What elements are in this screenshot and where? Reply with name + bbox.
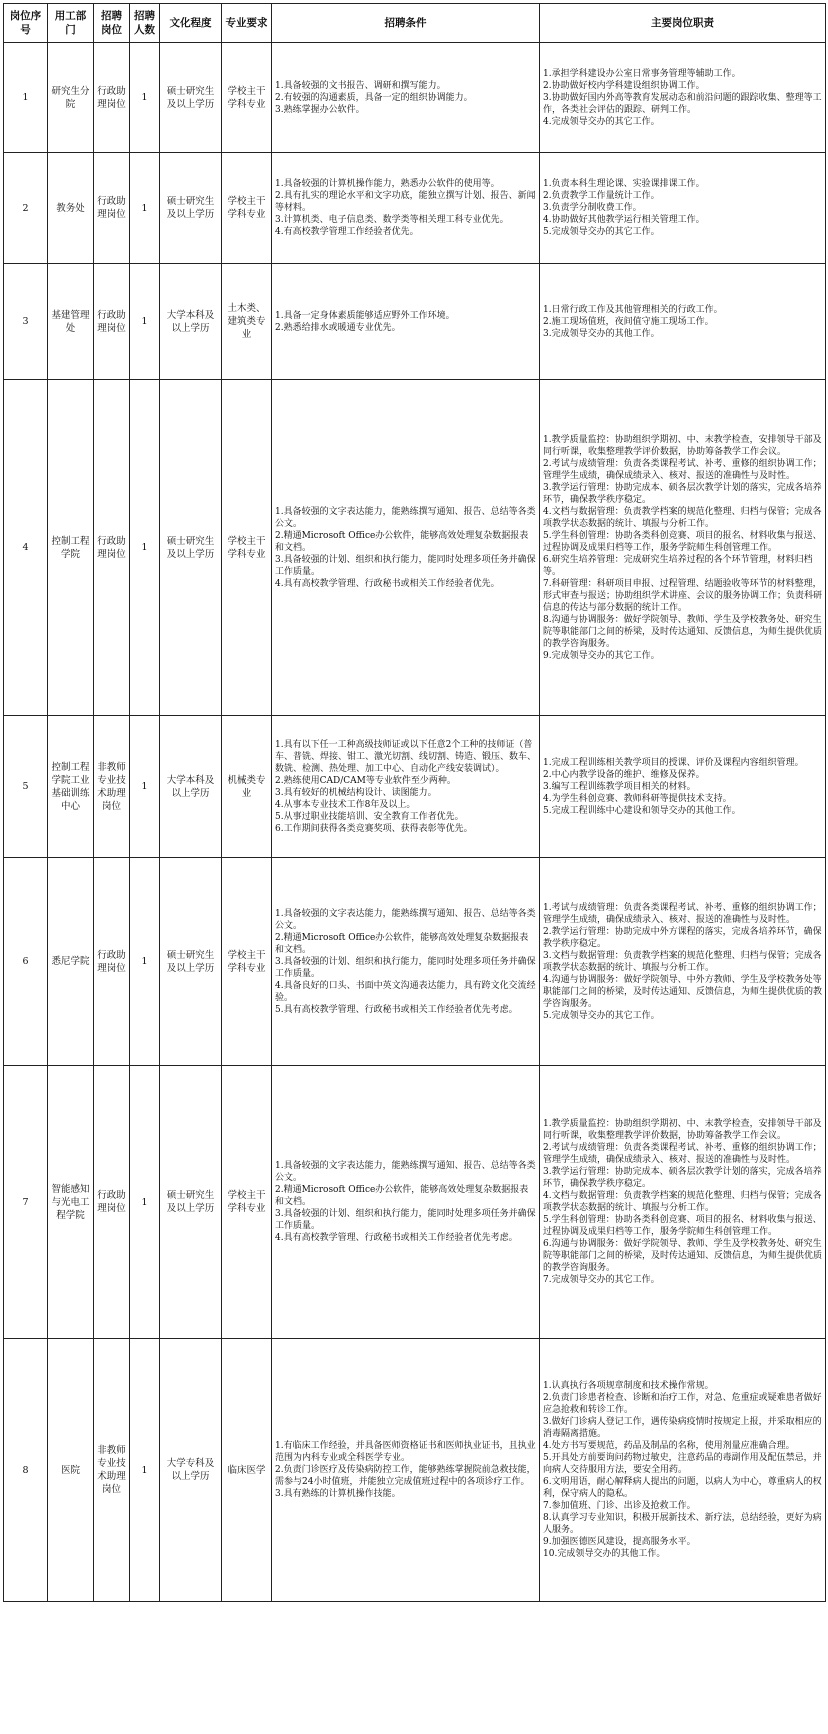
major-cell: 学校主干学科专业 bbox=[222, 1066, 272, 1339]
conditions-cell-list bbox=[275, 80, 536, 116]
list-item: 1.具备较强的文字表达能力，能熟练撰写通知、报告、总结等各类公文。 bbox=[275, 506, 536, 529]
header-cell-duties: 主要岗位职责 bbox=[540, 4, 826, 43]
header-cell-position: 招聘岗位 bbox=[94, 4, 130, 43]
list-item: 4.文档与数据管理：负责教学档案的规范化整理、归档与保管；完成各项教学状态数据的统计、填报与分析工作。 bbox=[543, 506, 822, 529]
list-item: 4.处方书写要规范，药品及制品的名称，使用剂量应准确合理。 bbox=[543, 1441, 795, 1451]
list-item: 2.考试与成绩管理：负责各类课程考试、补考、重修的组织协调工作；管理学生成绩，确保成绩录入、核对、报送的准确性与及时性。 bbox=[543, 458, 822, 481]
conditions-cell bbox=[272, 153, 540, 264]
list-item: 3.具有较好的机械结构设计、读图能力。 bbox=[275, 787, 437, 798]
conditions-cell-list bbox=[275, 506, 536, 590]
list-item: 3.具备较强的计划、组织和执行能力，能同时处理多项任务并确保工作质量。 bbox=[275, 1209, 536, 1231]
list-item: 2.协助做好校内学科建设组织协调工作。 bbox=[543, 80, 705, 91]
list-item: 3.具有熟练的计算机操作技能。 bbox=[275, 1489, 401, 1499]
table-row bbox=[4, 1066, 826, 1339]
table-row bbox=[4, 716, 826, 858]
position-cell: 行政助理岗位 bbox=[94, 153, 130, 264]
list-item: 2.精通Microsoft Office办公软件，能够高效处理复杂数据报表和文档。 bbox=[275, 932, 529, 955]
list-item: 1.具备较强的文字表达能力，能熟练撰写通知、报告、总结等各类公文。 bbox=[275, 1161, 536, 1183]
headcount-cell: 1 bbox=[130, 380, 160, 716]
duties-cell-list bbox=[543, 757, 822, 817]
position-cell: 非教师专业技术助理岗位 bbox=[94, 1339, 130, 1602]
duties-cell bbox=[540, 380, 826, 716]
conditions-cell-list bbox=[275, 178, 536, 238]
headcount-cell: 1 bbox=[130, 153, 160, 264]
list-item: 10.完成领导交办的其他工作。 bbox=[543, 1549, 666, 1559]
table-row bbox=[4, 1339, 826, 1602]
education-cell: 硕士研究生及以上学历 bbox=[160, 858, 222, 1066]
list-item: 8.沟通与协调服务：做好学院领导、教师、学生及学校教务处、研究生院等职能部门之间的桥梁，及时传达通知、反馈信息，为师生提供优质的教学咨询服务。 bbox=[543, 614, 823, 649]
position-no-cell: 1 bbox=[4, 43, 48, 153]
major-cell: 学校主干学科专业 bbox=[222, 153, 272, 264]
conditions-cell bbox=[272, 264, 540, 380]
department-cell: 悉尼学院 bbox=[48, 858, 94, 1066]
header-cell-count: 招聘人数 bbox=[130, 4, 160, 43]
conditions-cell-list bbox=[275, 1160, 536, 1244]
duties-cell bbox=[540, 264, 826, 380]
education-cell: 硕士研究生及以上学历 bbox=[160, 1066, 222, 1339]
department-cell: 研究生分院 bbox=[48, 43, 94, 153]
list-item: 1.承担学科建设办公室日常事务管理等辅助工作。 bbox=[543, 68, 741, 79]
list-item: 4.具有高校教学管理、行政秘书或相关工作经验者优先考虑。 bbox=[275, 1233, 518, 1243]
list-item: 2.考试与成绩管理：负责各类课程考试、补考、重修的组织协调工作；管理学生成绩，确保成绩录入、核对、报送的准确性与及时性。 bbox=[543, 1143, 822, 1165]
table-header bbox=[4, 4, 826, 43]
headcount-cell: 1 bbox=[130, 1339, 160, 1602]
duties-cell bbox=[540, 858, 826, 1066]
headcount-cell: 1 bbox=[130, 264, 160, 380]
position-no-cell: 2 bbox=[4, 153, 48, 264]
position-no-cell: 5 bbox=[4, 716, 48, 858]
list-item: 3.协助做好国内外高等教育发展动态和前沿问题的跟踪收集、整理等工作，各类社会评估的跟踪、研判工作。 bbox=[543, 92, 822, 115]
list-item: 4.沟通与协调服务：做好学院领导、中外方教师、学生及学校教务处等职能部门之间的桥梁，及时传达通知、反馈信息，为师生提供优质的教学咨询服务。 bbox=[543, 974, 823, 1009]
duties-cell-list bbox=[543, 1380, 822, 1560]
table-row bbox=[4, 380, 826, 716]
headcount-cell: 1 bbox=[130, 1066, 160, 1339]
position-no-cell: 8 bbox=[4, 1339, 48, 1602]
list-item: 2.熟悉给排水或暖通专业优先。 bbox=[275, 322, 401, 333]
list-item: 1.完成工程训练相关教学项目的授课、评价及课程内容组织管理。 bbox=[543, 757, 804, 768]
list-item: 2.负责门诊医疗及传染病防控工作，能够熟练掌握院前急救技能，需参与24小时值班，并能独立完成值班过程中的各项诊疗工作。 bbox=[275, 1465, 536, 1487]
conditions-cell bbox=[272, 858, 540, 1066]
position-no-cell: 7 bbox=[4, 1066, 48, 1339]
duties-cell-list bbox=[543, 1118, 822, 1286]
department-cell: 智能感知与光电工程学院 bbox=[48, 1066, 94, 1339]
list-item: 3.计算机类、电子信息类、数学类等相关理工科专业优先。 bbox=[275, 215, 509, 225]
list-item: 2.负责门诊患者检查、诊断和治疗工作，对急、危重症或疑难患者做好应急抢救和转诊工作。 bbox=[543, 1393, 822, 1415]
list-item: 5.开具处方前要询问药物过敏史，注意药品的毒副作用及配伍禁忌，并向病人交待服用方法，要安全用药。 bbox=[543, 1453, 822, 1475]
list-item: 5.学生科创管理：协助各类科创竞赛、项目的报名、材料收集与报送、过程协调及成果归档等工作，服务学院师生科创管理工作。 bbox=[543, 530, 822, 553]
conditions-cell-list bbox=[275, 1440, 536, 1500]
position-cell: 行政助理岗位 bbox=[94, 858, 130, 1066]
education-cell: 硕士研究生及以上学历 bbox=[160, 43, 222, 153]
position-cell: 行政助理岗位 bbox=[94, 264, 130, 380]
list-item: 3.教学运行管理：协助完成本、硕各层次教学计划的落实，完成各培养环节，确保教学秩序稳定。 bbox=[543, 482, 822, 505]
department-cell: 基建管理处 bbox=[48, 264, 94, 380]
headcount-cell: 1 bbox=[130, 858, 160, 1066]
list-item: 6.文明用语，耐心解释病人提出的问题，以病人为中心，尊重病人的权利，保守病人的隐私。 bbox=[543, 1477, 822, 1499]
table-body bbox=[4, 43, 826, 1602]
duties-cell-list bbox=[543, 68, 822, 128]
conditions-cell bbox=[272, 43, 540, 153]
conditions-cell bbox=[272, 1339, 540, 1602]
list-item: 3.教学运行管理：协助完成本、硕各层次教学计划的落实，完成各培养环节，确保教学秩序稳定。 bbox=[543, 1167, 822, 1189]
education-cell: 大学本科及以上学历 bbox=[160, 264, 222, 380]
list-item: 6.研究生培养管理：完成研究生培养过程的各个环节管理，材料归档等。 bbox=[543, 554, 813, 577]
table-row bbox=[4, 858, 826, 1066]
list-item: 3.熟练掌握办公软件。 bbox=[275, 104, 365, 115]
table-row bbox=[4, 43, 826, 153]
duties-cell bbox=[540, 1339, 826, 1602]
list-item: 1.具备较强的文字表达能力，能熟练撰写通知、报告、总结等各类公文。 bbox=[275, 908, 536, 931]
list-item: 6.沟通与协调服务：做好学院领导、教师、学生及学校教务处、研究生院等职能部门之间的桥梁，及时传达通知、反馈信息，为师生提供优质的教学咨询服务。 bbox=[543, 1239, 823, 1273]
list-item: 1.认真执行各项规章制度和技术操作常规。 bbox=[543, 1381, 714, 1391]
position-cell: 行政助理岗位 bbox=[94, 1066, 130, 1339]
conditions-cell-list bbox=[275, 739, 536, 835]
education-cell: 大学本科及以上学历 bbox=[160, 716, 222, 858]
duties-cell bbox=[540, 716, 826, 858]
duties-cell-list bbox=[543, 902, 822, 1022]
list-item: 1.具备一定身体素质能够适应野外工作环境。 bbox=[275, 310, 455, 321]
position-cell: 行政助理岗位 bbox=[94, 43, 130, 153]
header-row bbox=[4, 4, 826, 43]
department-cell: 控制工程学院 bbox=[48, 380, 94, 716]
duties-cell bbox=[540, 1066, 826, 1339]
header-cell-conditions: 招聘条件 bbox=[272, 4, 540, 43]
table-row bbox=[4, 153, 826, 264]
list-item: 4.从事本专业技术工作8年及以上。 bbox=[275, 799, 416, 810]
list-item: 4.具有高校教学管理、行政秘书或相关工作经验者优先。 bbox=[275, 578, 500, 589]
major-cell: 学校主干学科专业 bbox=[222, 380, 272, 716]
duties-cell bbox=[540, 43, 826, 153]
list-item: 3.具备较强的计划、组织和执行能力，能同时处理多项任务并确保工作质量。 bbox=[275, 554, 536, 577]
conditions-cell bbox=[272, 1066, 540, 1339]
list-item: 2.负责教学工作量统计工作。 bbox=[543, 191, 660, 201]
list-item: 2.精通Microsoft Office办公软件，能够高效处理复杂数据报表和文档。 bbox=[275, 530, 529, 553]
list-item: 2.中心内教学设备的维护、维修及保养。 bbox=[543, 769, 705, 780]
duties-cell-list bbox=[543, 178, 822, 238]
conditions-cell-list bbox=[275, 908, 536, 1016]
education-cell: 硕士研究生及以上学历 bbox=[160, 153, 222, 264]
header-cell-no: 岗位序号 bbox=[4, 4, 48, 43]
list-item: 7.参加值班、门诊、出诊及抢救工作。 bbox=[543, 1501, 696, 1511]
headcount-cell: 1 bbox=[130, 43, 160, 153]
position-no-cell: 4 bbox=[4, 380, 48, 716]
list-item: 1.具备较强的文书报告、调研和撰写能力。 bbox=[275, 80, 446, 91]
department-cell: 教务处 bbox=[48, 153, 94, 264]
list-item: 1.日常行政工作及其他管理相关的行政工作。 bbox=[543, 304, 723, 315]
list-item: 4.完成领导交办的其它工作。 bbox=[543, 116, 660, 127]
list-item: 1.考试与成绩管理：负责各类课程考试、补考、重修的组织协调工作；管理学生成绩，确保成绩录入、核对、报送的准确性与及时性。 bbox=[543, 902, 822, 925]
major-cell: 学校主干学科专业 bbox=[222, 858, 272, 1066]
department-cell: 医院 bbox=[48, 1339, 94, 1602]
major-cell: 土木类、建筑类专业 bbox=[222, 264, 272, 380]
list-item: 6.工作期间获得各类竞赛奖项、获得表彰等优先。 bbox=[275, 823, 473, 834]
position-no-cell: 6 bbox=[4, 858, 48, 1066]
list-item: 5.具有高校教学管理、行政秘书或相关工作经验者优先考虑。 bbox=[275, 1004, 518, 1015]
list-item: 2.熟练使用CAD/CAM等专业软件至少两种。 bbox=[275, 775, 456, 786]
major-cell: 机械类专业 bbox=[222, 716, 272, 858]
list-item: 9.完成领导交办的其它工作。 bbox=[543, 650, 660, 661]
list-item: 2.教学运行管理：协助完成中外方课程的落实，完成各培养环节，确保教学秩序稳定。 bbox=[543, 926, 822, 949]
list-item: 3.文档与数据管理：负责教学档案的规范化整理、归档与保管；完成各项教学状态数据的统计、填报与分析工作。 bbox=[543, 950, 822, 973]
list-item: 1.负责本科生理论课、实验课排课工作。 bbox=[543, 179, 705, 189]
list-item: 9.加强医德医风建设，提高服务水平。 bbox=[543, 1537, 696, 1547]
major-cell: 临床医学 bbox=[222, 1339, 272, 1602]
list-item: 5.完成领导交办的其它工作。 bbox=[543, 1010, 660, 1021]
list-item: 1.有临床工作经验，并具备医师资格证书和医师执业证书，且执业范围为内科专业或全科医学专业。 bbox=[275, 1441, 536, 1463]
list-item: 2.有较强的沟通素质，具备一定的组织协调能力。 bbox=[275, 92, 473, 103]
header-cell-education: 文化程度 bbox=[160, 4, 222, 43]
list-item: 5.完成工程训练中心建设和领导交办的其他工作。 bbox=[543, 805, 741, 816]
conditions-cell bbox=[272, 716, 540, 858]
conditions-cell bbox=[272, 380, 540, 716]
list-item: 4.文档与数据管理：负责教学档案的规范化整理、归档与保管；完成各项教学状态数据的统计、填报与分析工作。 bbox=[543, 1191, 822, 1213]
list-item: 4.具备良好的口头、书面中英文沟通表达能力，具有跨文化交流经验。 bbox=[275, 980, 536, 1003]
duties-cell-list bbox=[543, 434, 822, 662]
education-cell: 大学专科及以上学历 bbox=[160, 1339, 222, 1602]
list-item: 2.施工现场值班，夜间值守施工现场工作。 bbox=[543, 316, 714, 327]
list-item: 1.教学质量监控：协助组织学期初、中、末教学检查，安排领导干部及同行听课，收集整理教学评价数据，协助筹备教学工作会议。 bbox=[543, 1119, 822, 1141]
conditions-cell-list bbox=[275, 310, 536, 334]
position-cell: 非教师专业技术助理岗位 bbox=[94, 716, 130, 858]
position-cell: 行政助理岗位 bbox=[94, 380, 130, 716]
list-item: 5.学生科创管理：协助各类科创竞赛、项目的报名、材料收集与报送、过程协调及成果归档等工作，服务学院师生科创管理工作。 bbox=[543, 1215, 822, 1237]
list-item: 1.教学质量监控：协助组织学期初、中、末教学检查，安排领导干部及同行听课，收集整理教学评价数据，协助筹备教学工作会议。 bbox=[543, 434, 822, 457]
list-item: 5.从事过职业技能培训、安全教育工作者优先。 bbox=[275, 811, 464, 822]
list-item: 3.具备较强的计划、组织和执行能力，能同时处理多项任务并确保工作质量。 bbox=[275, 956, 536, 979]
list-item: 3.负责学分制收费工作。 bbox=[543, 203, 642, 213]
list-item: 4.有高校教学管理工作经验者优先。 bbox=[275, 227, 419, 237]
header-cell-major: 专业要求 bbox=[222, 4, 272, 43]
list-item: 7.科研管理：科研项目申报、过程管理、结题验收等环节的材料整理，形式审查与报送；协助组织学术讲座、会议的服务协调工作；负责科研信息的传达与部分数据的统计工作。 bbox=[543, 578, 823, 613]
list-item: 8.认真学习专业知识，积极开展新技术、新疗法，总结经验，更好为病人服务。 bbox=[543, 1513, 822, 1535]
position-no-cell: 3 bbox=[4, 264, 48, 380]
list-item: 3.完成领导交办的其他工作。 bbox=[543, 328, 660, 339]
duties-cell bbox=[540, 153, 826, 264]
list-item: 4.协助做好其他教学运行相关管理工作。 bbox=[543, 215, 705, 225]
duties-cell-list bbox=[543, 304, 822, 340]
education-cell: 硕士研究生及以上学历 bbox=[160, 380, 222, 716]
list-item: 3.编写工程训练教学项目相关的材料。 bbox=[543, 781, 696, 792]
list-item: 4.为学生科创竞赛、教师科研等提供技术支持。 bbox=[543, 793, 732, 804]
list-item: 5.完成领导交办的其它工作。 bbox=[543, 227, 660, 237]
header-cell-dept: 用工部门 bbox=[48, 4, 94, 43]
major-cell: 学校主干学科专业 bbox=[222, 43, 272, 153]
list-item: 3.做好门诊病人登记工作，遇传染病疫情时按规定上报，并采取相应的消毒隔离措施。 bbox=[543, 1417, 822, 1439]
department-cell: 控制工程学院工业基础训练中心 bbox=[48, 716, 94, 858]
list-item: 1.具备较强的计算机操作能力，熟悉办公软件的使用等。 bbox=[275, 179, 500, 189]
list-item: 2.精通Microsoft Office办公软件，能够高效处理复杂数据报表和文档。 bbox=[275, 1185, 529, 1207]
table-row bbox=[4, 264, 826, 380]
headcount-cell: 1 bbox=[130, 716, 160, 858]
list-item: 1.具有以下任一工种高级技师证或以下任意2个工种的技师证（普车、普铣、焊接、钳工、激光切割、线切割、铸造、锻压、数车、数铣、检测、热处理、加工中心、自动化产线安装调试）。 bbox=[275, 739, 537, 774]
list-item: 2.具有扎实的理论水平和文字功底，能独立撰写计划、报告、新闻等材料。 bbox=[275, 191, 536, 213]
list-item: 7.完成领导交办的其它工作。 bbox=[543, 1275, 660, 1285]
recruitment-table bbox=[3, 3, 826, 1602]
